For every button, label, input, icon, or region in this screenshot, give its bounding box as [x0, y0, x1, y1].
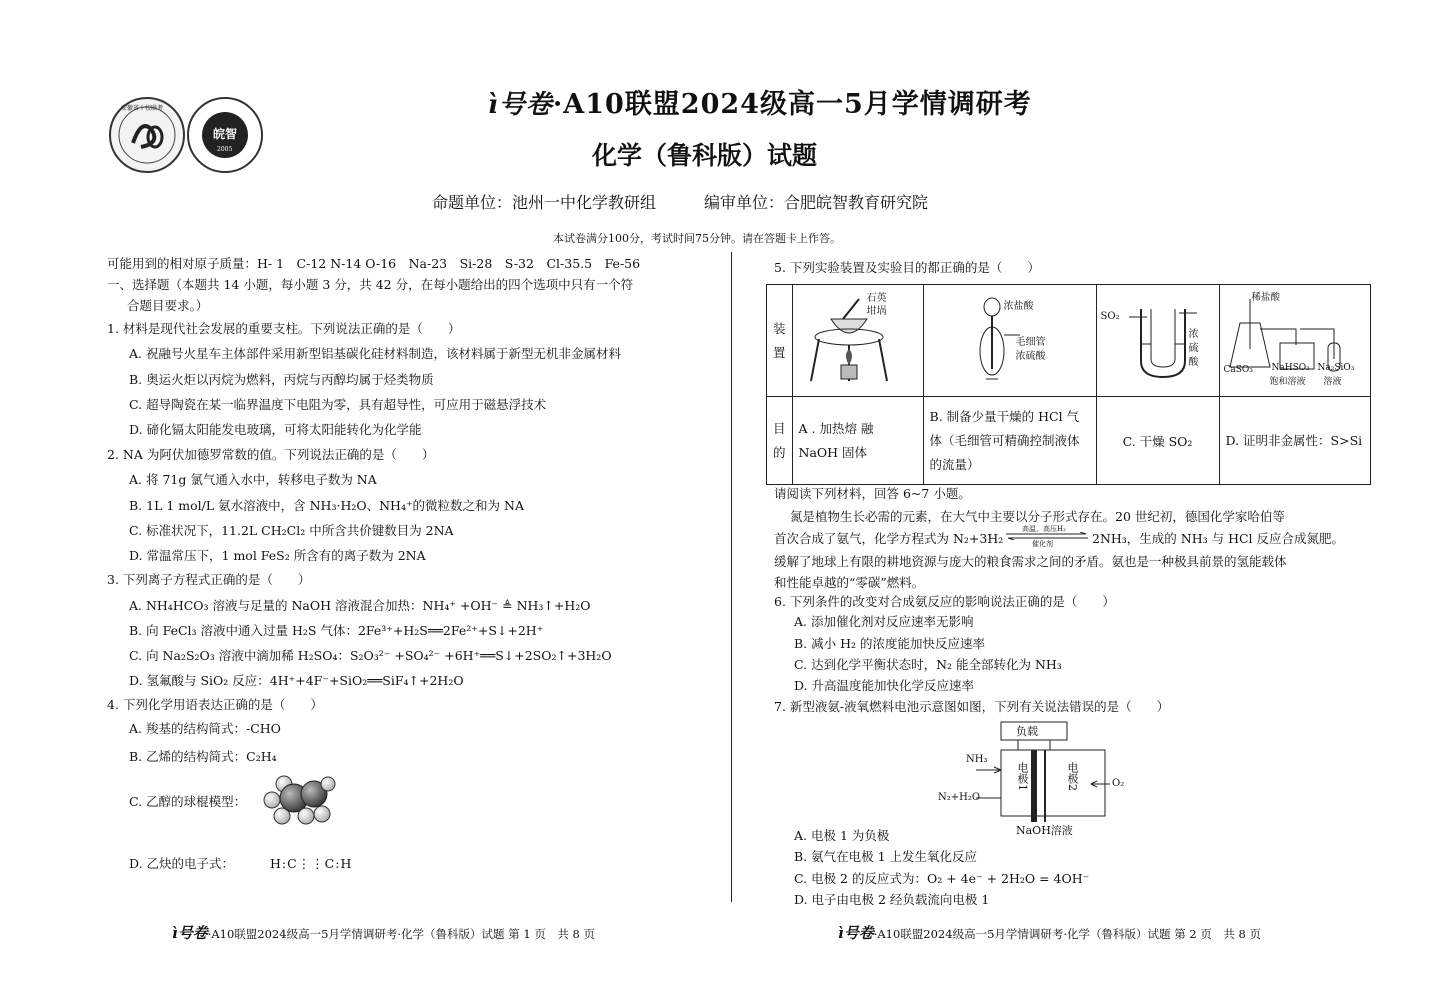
apparatus-d: [1219, 285, 1370, 397]
label-na2sio3: Na₂SiO₃: [1317, 363, 1355, 373]
q7-option-c: C. 电极 2 的反应式为：O₂ + 4e⁻ + 2H₂O = 4OH⁻: [794, 871, 1090, 886]
label-naoh: NaOH溶液: [1016, 824, 1073, 837]
reaction-condition-bottom: 催化剂: [1032, 540, 1053, 548]
reaction-condition-top: 高温、高压H₂: [1022, 525, 1066, 533]
section1-line1: 一、选择题（本题共 14 小题，每小题 3 分，共 42 分，在每小题给出的四个选项中只有一个符: [107, 277, 634, 292]
label-crucible: 坩埚: [866, 306, 887, 317]
logo-wanzhi: [187, 97, 263, 173]
q2-stem: 2. NA 为阿伏加德罗常数的值。下列说法正确的是（ ）: [107, 447, 435, 462]
q1-option-a: A. 祝融号火星车主体部件采用新型铝基碳化硅材料制造，该材料属于新型无机非金属材料: [129, 346, 621, 361]
ethyne-electron-formula: H:C⋮⋮C:H: [270, 856, 353, 871]
q6-option-b: B. 减小 H₂ 的浓度能加快反应速率: [794, 636, 985, 651]
footer-right: [838, 922, 1261, 943]
apparatus-b: [923, 285, 1096, 397]
passage-line2a: 首次合成了氨气，化学方程式为 N₂+3H₂: [774, 531, 1004, 546]
q2-option-b: B. 1L 1 mol/L 氨水溶液中，含 NH₃·H₂O、NH₄⁺的微粒数之和为 NA: [129, 498, 524, 513]
q1-option-c: C. 超导陶瓷在某一临界温度下电阻为零，具有超导性，可应用于磁悬浮技术: [129, 397, 547, 412]
q3-option-d: D. 氢氟酸与 SiO₂ 反应：4H⁺+4F⁻+SiO₂══SiF₄↑+2H₂O: [129, 673, 464, 688]
footer-right-brand: ì号卷: [838, 924, 874, 942]
logo-a10: [109, 97, 185, 173]
q6-option-d: D. 升高温度能加快化学反应速率: [794, 678, 975, 693]
label-nh3: NH₃: [966, 754, 988, 765]
q3-stem: 3. 下列离子方程式正确的是（ ）: [107, 572, 311, 587]
purpose-a: A . 加热熔 融 NaOH 固体: [792, 397, 923, 485]
q7-stem: 7. 新型液氨-液氧燃料电池示意图如图，下列有关说法错误的是（ ）: [774, 699, 1170, 714]
q3-option-a: A. NH₄HCO₃ 溶液与足量的 NaOH 溶液混合加热：NH₄⁺ +OH⁻ ≜ NH₃↑+H₂O: [129, 598, 591, 613]
footer-right-text: ·A10联盟2024级高一5月学情调研考·化学（鲁科版）试题 第 2 页 共 8 页: [873, 927, 1261, 941]
row-header-apparatus: 装置: [767, 285, 793, 397]
q2-option-a: A. 将 71g 氯气通入水中，转移电子数为 NA: [129, 472, 377, 487]
q4-option-a: A. 羧基的结构简式：-CHO: [129, 721, 281, 736]
label-electrode2: 电极2: [1066, 762, 1079, 791]
q4-option-c: C. 乙醇的球棍模型：: [129, 794, 247, 809]
q6-option-c: C. 达到化学平衡状态时，N₂ 能全部转化为 NH₃: [794, 657, 1062, 672]
label-nahso3: NaHSO₃: [1271, 363, 1310, 373]
ethanol-ball-stick-model: [258, 770, 338, 830]
footer-left-brand: ì号卷: [172, 924, 208, 942]
label-caso3: CaSO₃: [1223, 365, 1253, 375]
footer-left-text: ·A10联盟2024级高一5月学情调研考·化学（鲁科版）试题 第 1 页 共 8 页: [207, 927, 595, 941]
column-divider: [731, 252, 732, 902]
q2-option-c: C. 标准状况下，11.2L CH₂Cl₂ 中所含共价键数目为 2NA: [129, 523, 454, 538]
label-acid: 酸: [1188, 357, 1199, 368]
reading-intro: 请阅读下列材料，回答 6~7 小题。: [774, 486, 971, 501]
q6-stem: 6. 下列条件的改变对合成氨反应的影响说法正确的是（ ）: [774, 594, 1115, 609]
label-electrode1: 电极1: [1016, 762, 1029, 791]
purpose-c: C. 干燥 SO₂: [1096, 397, 1219, 485]
q6-option-a: A. 添加催化剂对反应速率无影响: [794, 614, 974, 629]
q3-option-c: C. 向 Na₂S₂O₃ 溶液中滴加稀 H₂SO₄：S₂O₃²⁻ +SO₄²⁻ +6H⁺══S↓+2SO₂↑+3H₂O: [129, 648, 612, 663]
logo2-year: 2005: [217, 146, 233, 153]
row-header-purpose: 目的: [767, 397, 793, 485]
purpose-b: B. 制备少量干燥的 HCl 气体（毛细管可精确控制液体的流量）: [923, 397, 1096, 485]
q1-stem: 1. 材料是现代社会发展的重要支柱。下列说法正确的是（ ）: [107, 321, 461, 336]
apparatus-a: [792, 285, 923, 397]
label-sulfur: 硫: [1188, 343, 1199, 354]
apparatus-c: [1096, 285, 1219, 397]
crucible-heating-icon: [799, 289, 917, 389]
exam-subtitle: 化学（鲁科版）试题: [592, 141, 818, 170]
section1-line2: 合题目要求。）: [127, 298, 209, 313]
passage-line4: 和性能卓越的“零碳”燃料。: [774, 575, 925, 590]
label-saturated: 饱和溶液: [1269, 377, 1306, 387]
brand-mark: ì号卷: [488, 90, 553, 120]
label-conc-h2so4: 浓硫酸: [1015, 351, 1046, 362]
exam-units: 命题单位：池州一中化学教研组 编审单位：合肥皖智教育研究院: [432, 193, 929, 212]
q4-stem: 4. 下列化学用语表达正确的是（ ）: [107, 697, 323, 712]
passage-line1: 氮是植物生长必需的元素，在大气中主要以分子形式存在。20 世纪初，德国化学家哈伯等: [790, 509, 1285, 524]
q1-option-b: B. 奥运火炬以丙烷为燃料，丙烷与丙醇均属于烃类物质: [129, 372, 434, 387]
label-conc: 浓: [1188, 329, 1199, 340]
label-capillary: 毛细管: [1015, 337, 1046, 348]
q7-option-d: D. 电子由电极 2 经负载流向电极 1: [794, 892, 990, 907]
label-so2: SO₂: [1100, 311, 1120, 322]
q4-option-d: D. 乙炔的电子式：: [129, 856, 235, 871]
q5-stem: 5. 下列实验装置及实验目的都正确的是（ ）: [774, 260, 1040, 275]
label-conc-hcl: 浓盐酸: [1003, 301, 1034, 312]
q7-option-b: B. 氨气在电极 1 上发生氧化反应: [794, 849, 978, 864]
exam-note: 本试卷满分100分，考试时间75分钟。请在答题卡上作答。: [553, 232, 841, 245]
atomic-mass: 可能用到的相对原子质量：H- 1 C-12 N-14 O-16 Na-23 Si-28 S-32 Cl-35.5 Fe-56: [107, 256, 641, 271]
q7-option-a: A. 电极 1 为负极: [794, 828, 890, 843]
q5-table: [766, 284, 1371, 485]
label-dilute-hcl: 稀盐酸: [1251, 292, 1281, 303]
footer-left: [172, 922, 595, 943]
logo2-text: 皖智: [213, 127, 238, 141]
q3-option-b: B. 向 FeCl₃ 溶液中通入过量 H₂S 气体：2Fe³⁺+H₂S══2Fe²⁺+S↓+2H⁺: [129, 623, 544, 638]
passage-line3: 缓解了地球上有限的耕地资源与庞大的粮食需求之间的矛盾。氨也是一种极具前景的氢能载体: [774, 554, 1287, 569]
label-quartz: 石英: [866, 293, 887, 304]
label-n2-h2o: N₂+H₂O: [938, 792, 981, 803]
logo1-text: 安徽省十校联考: [121, 105, 164, 112]
exam-title: ·A10联盟2024级高一5月学情调研考: [552, 89, 1032, 120]
header-title-row: [488, 82, 1032, 121]
label-o2: O₂: [1112, 778, 1125, 789]
q2-option-d: D. 常温常压下，1 mol FeS₂ 所含有的离子数为 2NA: [129, 548, 426, 563]
label-solution: 溶液: [1323, 377, 1342, 387]
purpose-d: D. 证明非金属性：S>Si: [1219, 397, 1370, 485]
q4-option-b: B. 乙烯的结构简式：C₂H₄: [129, 749, 277, 764]
label-load: 负载: [1016, 725, 1038, 738]
q1-option-d: D. 碲化镉太阳能发电玻璃，可将太阳能转化为化学能: [129, 422, 422, 437]
passage-line2b: 2NH₃，生成的 NH₃ 与 HCl 反应合成氮肥。: [1092, 531, 1345, 546]
fuel-cell-diagram: [936, 718, 1136, 838]
